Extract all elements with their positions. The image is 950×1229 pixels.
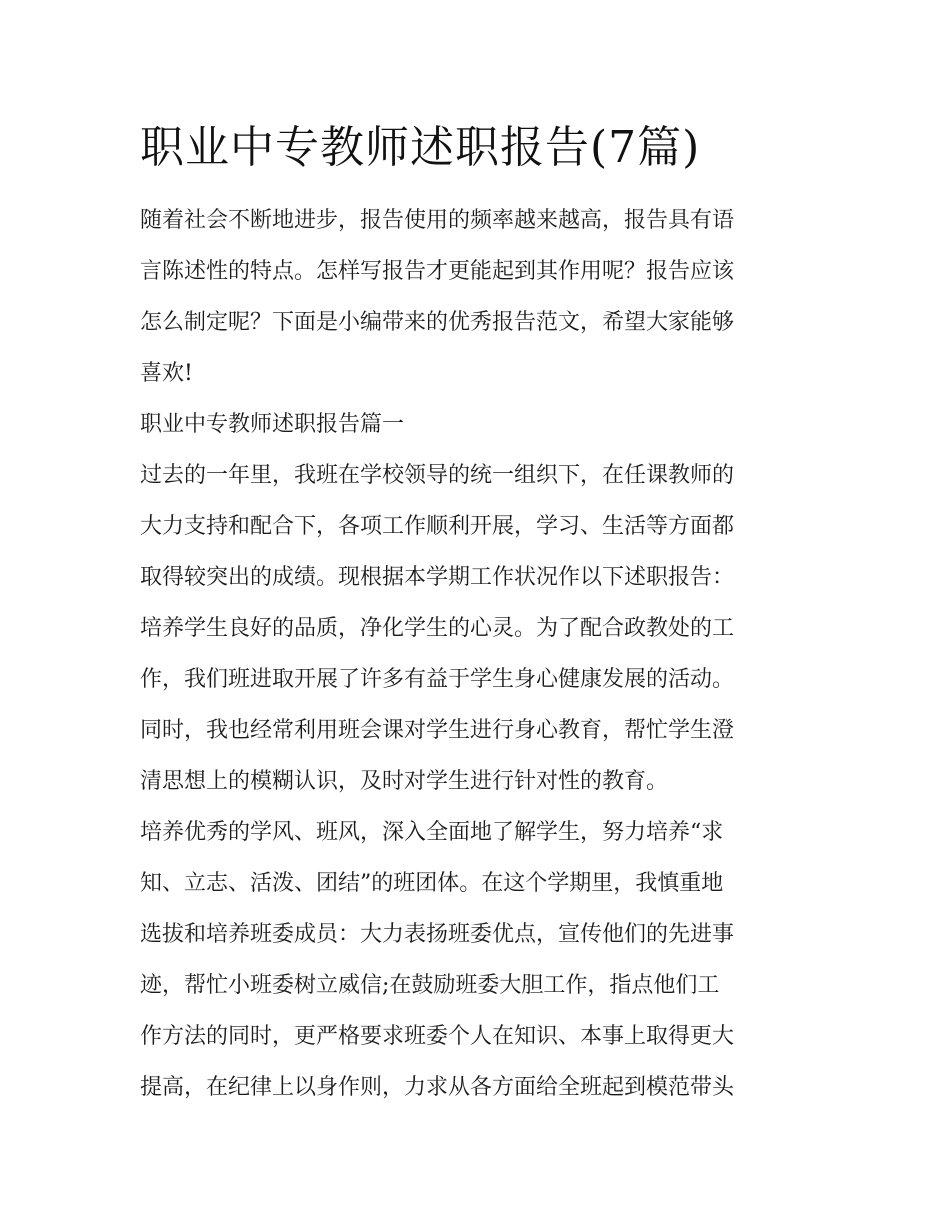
paragraph-line-4: 培养学生良好的品质，净化学生的心灵。为了配合政教处的工 (140, 616, 735, 641)
document-title: 职业中专教师述职报告(7篇) (140, 122, 701, 173)
paragraph-line-11: 迹，帮忙小班委树立威信;在鼓励班委大胆工作，指点他们工 (140, 973, 720, 998)
intro-line-2: 言陈述性的特点。怎样写报告才更能起到其作用呢？报告应该 (140, 259, 735, 284)
paragraph-line-2: 大力支持和配合下，各项工作顺利开展，学习、生活等方面都 (140, 514, 735, 539)
paragraph-line-1: 过去的一年里，我班在学校领导的统一组织下，在任课教师的 (140, 463, 735, 488)
paragraph-line-10: 选拔和培养班委成员：大力表扬班委优点，宣传他们的先进事 (140, 922, 735, 947)
intro-line-3: 怎么制定呢？下面是小编带来的优秀报告范文，希望大家能够 (140, 310, 735, 335)
section-heading: 职业中专教师述职报告篇一 (140, 412, 405, 437)
paragraph-line-6: 同时，我也经常利用班会课对学生进行身心教育，帮忙学生澄 (140, 718, 735, 743)
paragraph-line-9: 知、立志、活泼、团结”的班团体。在这个学期里，我慎重地 (140, 871, 724, 896)
intro-line-1: 随着社会不断地进步，报告使用的频率越来越高，报告具有语 (140, 208, 735, 233)
paragraph-line-7: 清思想上的模糊认识，及时对学生进行针对性的教育。 (140, 769, 669, 794)
paragraph-line-5: 作，我们班进取开展了许多有益于学生身心健康发展的活动。 (140, 667, 735, 692)
intro-line-4: 喜欢! (140, 361, 193, 386)
paragraph-line-8: 培养优秀的学风、班风，深入全面地了解学生，努力培养“求 (140, 820, 724, 845)
paragraph-line-12: 作方法的同时，更严格要求班委个人在知识、本事上取得更大 (140, 1024, 735, 1049)
paragraph-line-3: 取得较突出的成绩。现根据本学期工作状况作以下述职报告： (140, 565, 735, 590)
paragraph-line-13: 提高，在纪律上以身作则，力求从各方面给全班起到模范带头 (140, 1075, 735, 1100)
